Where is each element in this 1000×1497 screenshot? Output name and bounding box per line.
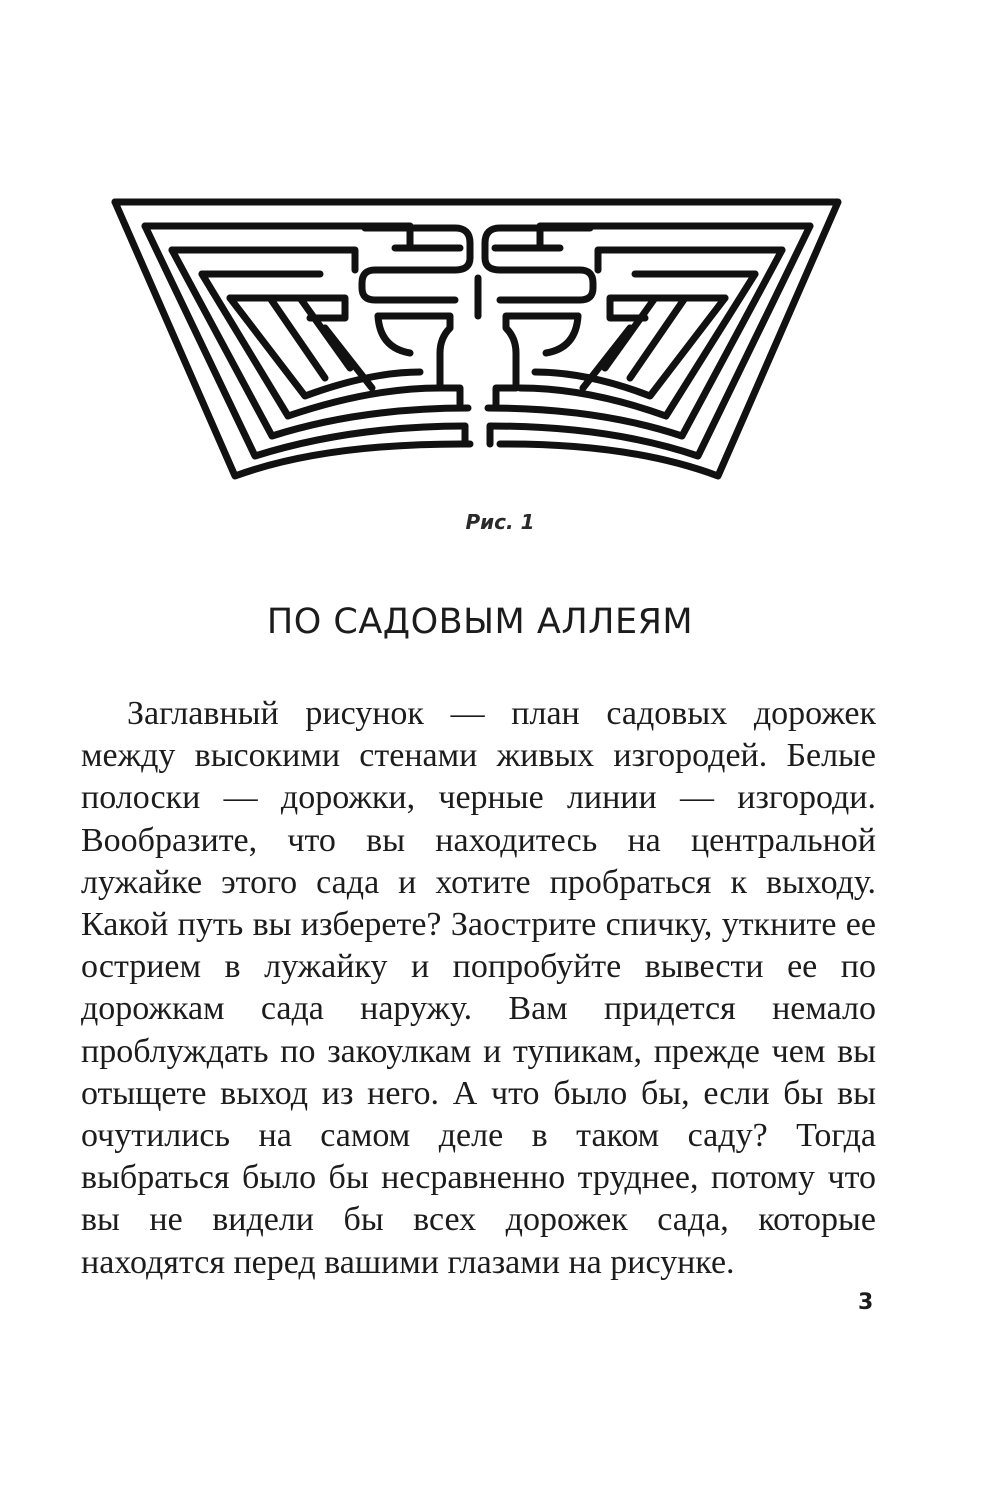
figure-caption: Рис. 1 [465,510,535,534]
chapter-title: ПО САДОВЫМ АЛЛЕЯМ [266,602,694,642]
body-paragraph: Заглавный рисунок — план садовых дорожек между высокими стенами живых изгородей. Белые полоски — дорожки, черные линии — изгороди. Вообразите, что вы находитесь на центральной лужайке этого сада и хотите пробраться к выходу. Какой путь вы изберете? Заострите спичку, уткните ее острием в лужайку и попробуйте вывести ее по дорожкам сада наружу. Вам придется немало проблуждать по закоулкам и тупикам, прежде чем вы отыщете выход из него. А что было бы, если бы вы очутились на самом деле в таком саду? Тогда выбраться было бы несравненно труднее, потому что вы не видели бы всех дорожек сада, которые находятся перед вашими глазами на рисунке. [81,695,876,1281]
garden-maze-illustration [110,188,850,488]
page-number: 3 [858,1290,874,1315]
